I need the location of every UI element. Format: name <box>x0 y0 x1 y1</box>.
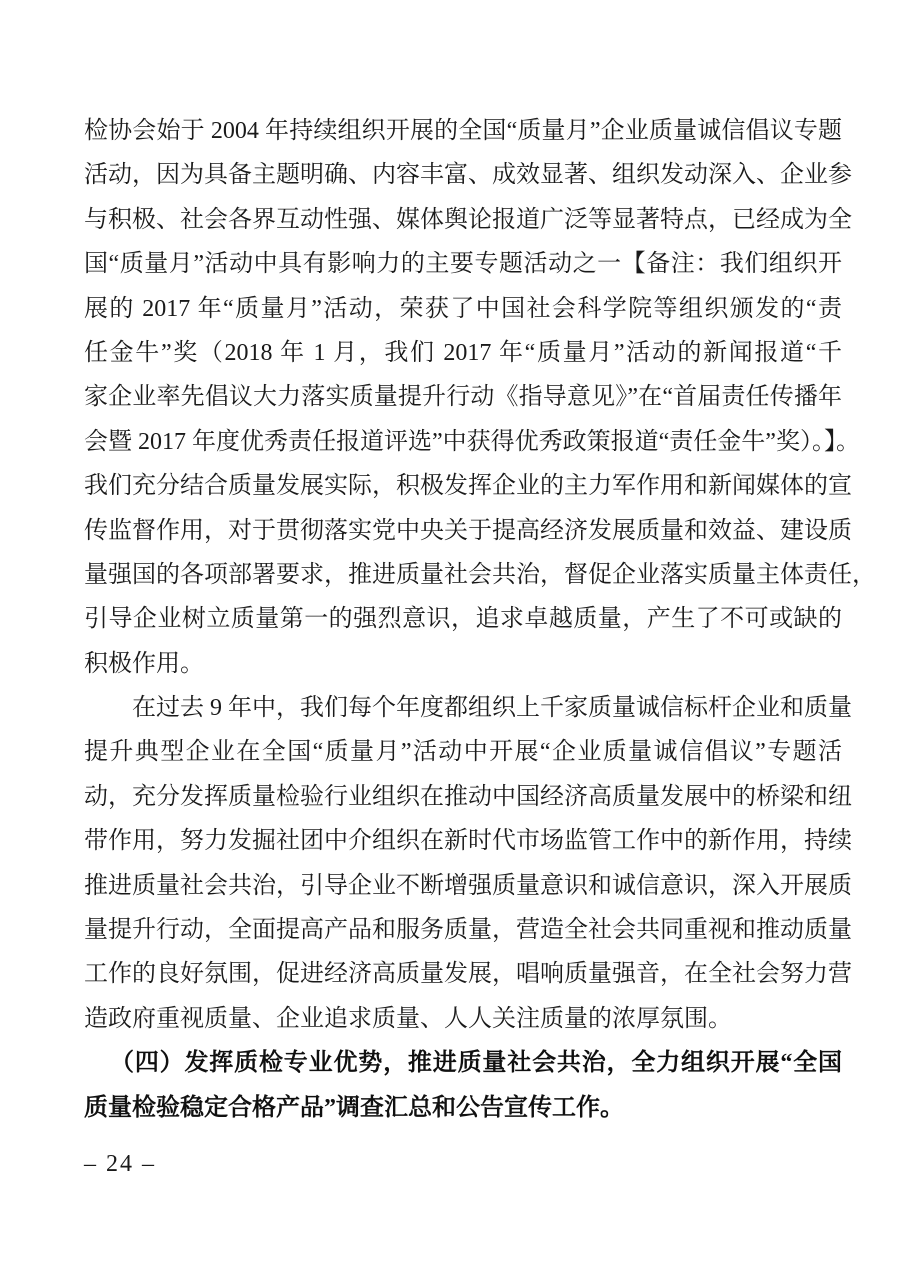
p1-line: 任金牛”奖（2018 年 1 月，我们 2017 年“质量月”活动的新闻报道“千 <box>84 339 842 366</box>
p2-line: 提升典型企业在全国“质量月”活动中开展“企业质量诚信倡议”专题活 <box>84 739 842 766</box>
p1-line: 传监督作用，对于贯彻落实党中央关于提高经济发展质量和效益、建设质 <box>84 517 852 544</box>
p1-line: 家企业率先倡议大力落实质量提升行动《指导意见》”在“首届责任传播年 <box>84 384 842 411</box>
p2-line: 造政府重视质量、企业追求质量、人人关注质量的浓厚氛围。 <box>84 1005 732 1032</box>
section-heading-line: （四）发挥质检专业优势，推进质量社会共治，全力组织开展“全国 <box>110 1050 842 1077</box>
p1-line: 检协会始于 2004 年持续组织开展的全国“质量月”企业质量诚信倡议专题 <box>84 118 842 144</box>
p2-line: 动，充分发挥质量检验行业组织在推动中国经济高质量发展中的桥梁和纽 <box>84 783 852 810</box>
section-heading-line: 质量检验稳定合格产品”调查汇总和公告宣传工作。 <box>84 1094 624 1121</box>
p1-line: 活动，因为具备主题明确、内容丰富、成效显著、组织发动深入、企业参 <box>84 162 852 189</box>
p2-line: 在过去 9 年中，我们每个年度都组织上千家质量诚信标杆企业和质量 <box>132 695 852 722</box>
p1-line: 会暨 2017 年度优秀责任报道评选”中获得优秀政策报道“责任金牛”奖）。】。 <box>84 428 860 455</box>
p2-line: 工作的良好氛围，促进经济高质量发展，唱响质量强音，在全社会努力营 <box>84 961 852 988</box>
p1-line: 与积极、社会各界互动性强、媒体舆论报道广泛等显著特点，已经成为全 <box>84 206 852 233</box>
p2-line: 带作用，努力发掘社团中介组织在新时代市场监管工作中的新作用，持续 <box>84 828 852 855</box>
page-number: – 24 – <box>84 1151 156 1177</box>
p2-line: 推进质量社会共治，引导企业不断增强质量意识和诚信意识，深入开展质 <box>84 872 852 899</box>
p1-line: 展的 2017 年“质量月”活动，荣获了中国社会科学院等组织颁发的“责 <box>84 295 842 322</box>
p1-line: 国“质量月”活动中具有影响力的主要专题活动之一【备注：我们组织开 <box>84 251 842 278</box>
p1-line: 量强国的各项部署要求，推进质量社会共治，督促企业落实质量主体责任， <box>84 561 876 588</box>
p1-line: 积极作用。 <box>84 650 204 677</box>
p2-line: 量提升行动，全面提高产品和服务质量，营造全社会共同重视和推动质量 <box>84 917 852 944</box>
p1-line: 我们充分结合质量发展实际，积极发挥企业的主力军作用和新闻媒体的宣 <box>84 473 852 500</box>
p1-line: 引导企业树立质量第一的强烈意识，追求卓越质量，产生了不可或缺的 <box>84 606 842 633</box>
text-block <box>84 109 876 1130</box>
